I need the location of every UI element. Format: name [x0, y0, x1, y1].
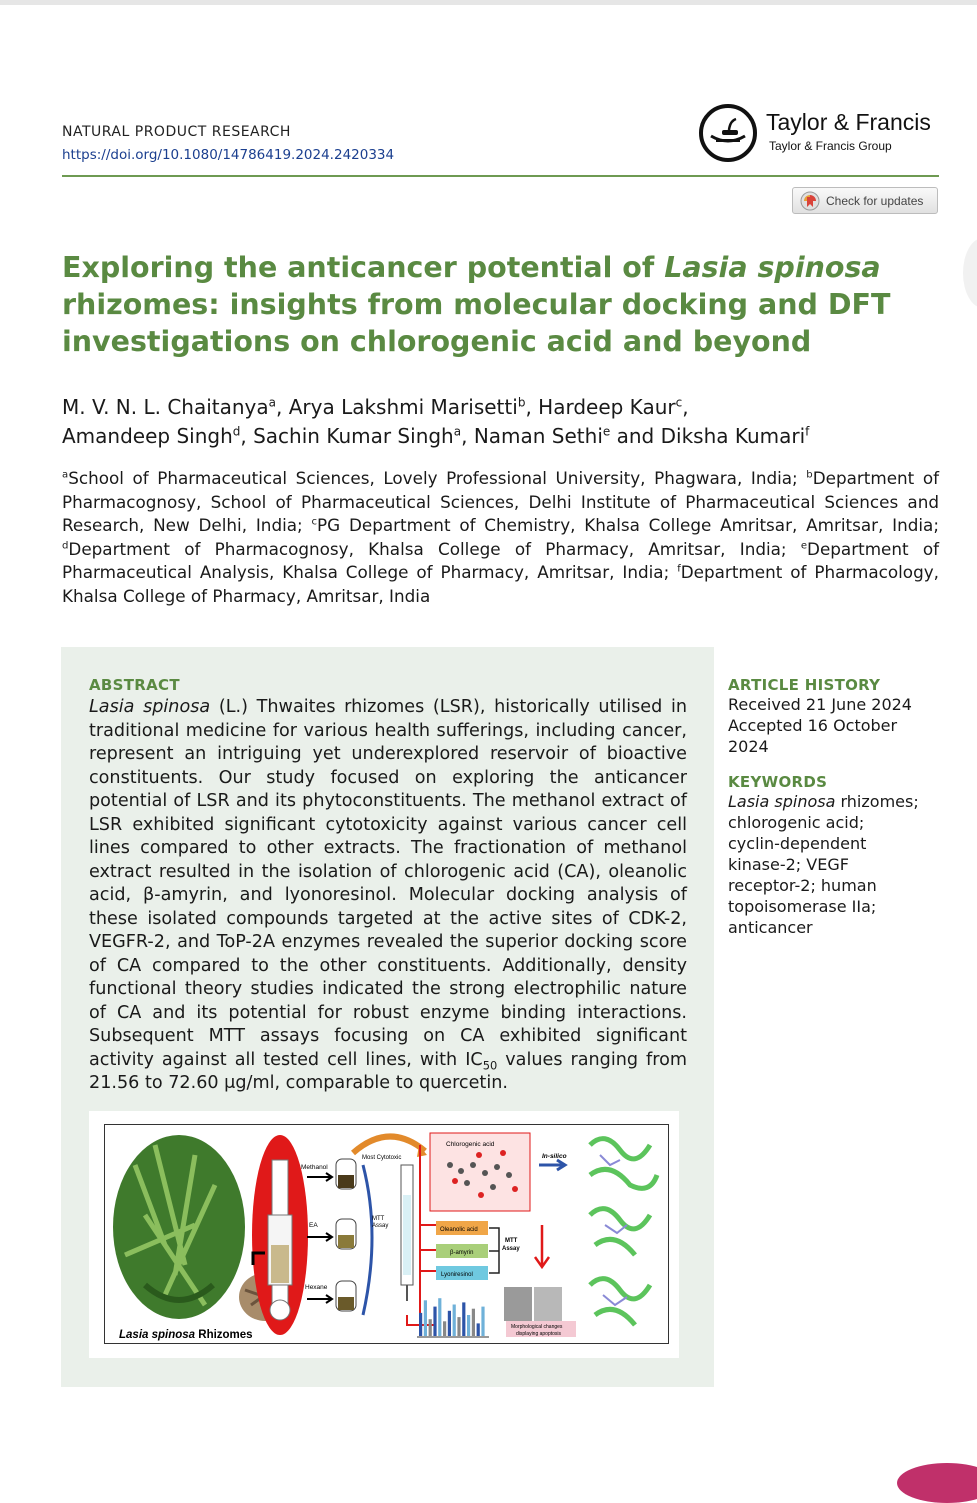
- morph-label-2: displaying apoptosis: [516, 1331, 562, 1337]
- compound-oleanolic: Oleanolic acid: [440, 1227, 478, 1233]
- mtt-label-left-2: Assay: [372, 1223, 389, 1229]
- article-history-heading: ARTICLE HISTORY: [728, 676, 881, 694]
- publisher-group: Taylor & Francis Group: [769, 139, 892, 153]
- compound-amyrin: β-amyrin: [450, 1250, 474, 1256]
- flask-hexane: [336, 1281, 356, 1311]
- bar-mark: [462, 1302, 465, 1336]
- mtt-label-right-2: Assay: [502, 1246, 520, 1252]
- graphical-abstract: [104, 1124, 669, 1344]
- crossmark-icon: [799, 191, 821, 211]
- affiliations: $^a$School of Pharmaceutical Sciences, Lovely Professional University, Phagwara, India; $^b$Department of Pharmacognosy, School of Pharmaceutical Sciences, Delhi Institute of Pharmaceutical Sciences and Research, New Delhi, India; $^c$PG Department of Chemistry, Khalsa College Amritsar, Amritsar, India; $^d$Department of Pharmacognosy, Khalsa College of Pharmacy, Amritsar, India; $^e$Department of Pharmaceutical Analysis, Khalsa College of Pharmacy, Amritsar, India; $^f$Department of Pharmacology, Khalsa College of Pharmacy, Amritsar, India: [62, 468, 939, 606]
- accepted-year: 2024: [728, 737, 769, 756]
- bar-mark: [472, 1309, 475, 1336]
- author[interactable]: Arya Lakshmi Marisetti: [288, 395, 518, 419]
- author[interactable]: Amandeep Singh: [62, 424, 233, 448]
- keyword-line: cyclin-dependent: [728, 834, 867, 853]
- bar-mark: [433, 1307, 436, 1336]
- top-strip: [0, 0, 977, 5]
- bar-mark: [457, 1317, 460, 1336]
- article-sidebar: [728, 676, 948, 938]
- article-title: Exploring the anticancer potential of Lasia spinosa rhizomes: insights from molecular docking and DFT investigations on chlorogenic acid and beyond: [62, 251, 891, 358]
- flask-methanol: [336, 1159, 356, 1189]
- keyword-line: topoisomerase IIa;: [728, 897, 877, 916]
- check-for-updates-button[interactable]: [792, 187, 938, 214]
- bar-mark: [481, 1307, 484, 1336]
- bar-mark: [453, 1305, 456, 1337]
- mtt-label-left: MTT: [372, 1216, 385, 1222]
- keyword-line: Lasia spinosa rhizomes;: [728, 792, 919, 811]
- bar-mark: [443, 1321, 446, 1336]
- keyword-line: kinase-2; VEGF: [728, 855, 849, 874]
- flask-ea: [336, 1219, 356, 1249]
- mtt-label-right: MTT: [505, 1238, 518, 1244]
- author[interactable]: Naman Sethi: [473, 424, 603, 448]
- solvent-hexane: Hexane: [305, 1284, 328, 1291]
- edge-decoration: [963, 238, 977, 308]
- morph-label-1: Morphological changes: [511, 1324, 563, 1330]
- microscopy-image-2: [534, 1287, 562, 1321]
- author[interactable]: Hardeep Kaur: [538, 395, 676, 419]
- bar-mark: [424, 1300, 427, 1336]
- header-divider: [62, 175, 939, 177]
- cytotoxicity-bars: [419, 1298, 485, 1336]
- bar-mark: [419, 1313, 422, 1336]
- keywords-heading: KEYWORDS: [728, 773, 828, 791]
- solvent-ea: EA: [309, 1222, 318, 1229]
- doi-link[interactable]: https://doi.org/10.1080/14786419.2024.2420334: [62, 147, 395, 163]
- keyword-line: receptor-2; human: [728, 876, 877, 895]
- compound-lyoniresinol: Lyoniresinol: [441, 1272, 473, 1278]
- solvent-methanol: Methanol: [301, 1164, 328, 1171]
- accepted-date: Accepted 16 October: [728, 716, 898, 735]
- bar-mark: [477, 1323, 480, 1336]
- author[interactable]: Diksha Kumari: [660, 424, 806, 448]
- keyword-line: anticancer: [728, 918, 813, 937]
- publisher-name: Taylor & Francis: [766, 109, 931, 135]
- corner-decoration: [897, 1463, 977, 1503]
- received-date: Received 21 June 2024: [728, 695, 912, 714]
- author[interactable]: Sachin Kumar Singh: [253, 424, 454, 448]
- bar-mark: [448, 1311, 451, 1336]
- plant-photo: [113, 1135, 245, 1319]
- bar-mark: [429, 1319, 432, 1336]
- author-list: M. V. N. L. Chaitanya$^a$, Arya Lakshmi Marisetti$^b$, Hardeep Kaur$^c$, Amandeep Singh$^d$, Sachin Kumar Singh$^a$, Naman Sethi$^e$ and Diksha Kumari$^f$: [62, 395, 810, 448]
- docking-structures: [581, 1129, 663, 1339]
- journal-name: NATURAL PRODUCT RESEARCH: [62, 124, 291, 140]
- bar-mark: [438, 1298, 441, 1336]
- in-silico-label: In-silico: [542, 1153, 567, 1160]
- keyword-line: chlorogenic acid;: [728, 813, 865, 832]
- check-for-updates-label: Check for updates: [826, 193, 924, 208]
- ga-caption: Lasia spinosa Rhizomes: [119, 1329, 253, 1341]
- abstract-heading: ABSTRACT: [89, 676, 180, 694]
- compound-chlorogenic-label: Chlorogenic acid: [446, 1141, 495, 1148]
- bar-mark: [467, 1315, 470, 1336]
- abstract-text: Lasia spinosa (L.) Thwaites rhizomes (LSR), historically utilised in traditional medicine for various health sufferings, including cancer, represent an intriguing yet underexplored reservoir of bioactive constituents. Our study focused on exploring the anticancer potential of LSR and its phytoconstituents. The methanol extract of LSR exhibited significant cytotoxicity against various cancer cell lines compared to other extracts. The fractionation of methanol extract resulted in the isolation of chlorogenic acid (CA), oleanolic acid, β-amyrin, and lyonoresinol. Molecular docking analysis of these isolated compounds targeted at the active sites of CDK-2, VEGFR-2, and ToP-2A enzymes revealed the superior docking score of CA compared to the other constituents. Additionally, density functional theory studies indicated the strong electrophilic nature of CA and its potential for robust enzyme binding interactions. Subsequent MTT assays focusing on CA exhibited significant activity against all tested cell lines, with $IC_{50}$ values ranging from 21.56 to 72.60 μg/ml, comparable to quercetin.: [89, 697, 687, 1093]
- taylor-francis-logo-icon: [698, 103, 758, 163]
- author[interactable]: M. V. N. L. Chaitanya: [62, 395, 269, 419]
- most-cytotoxic-label: Most Cytotoxic: [362, 1155, 402, 1161]
- microscopy-image-1: [504, 1287, 532, 1321]
